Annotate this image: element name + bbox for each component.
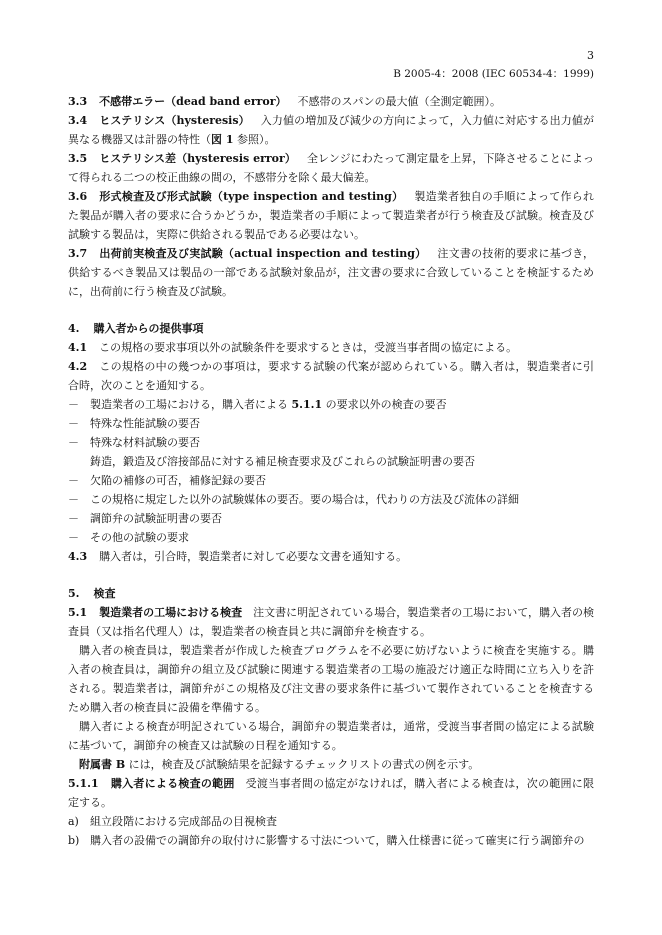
clause-4-3 xyxy=(68,547,594,566)
list-item-b xyxy=(68,831,594,850)
clause-title: 製造業者の工場における検査 xyxy=(99,606,243,619)
dash-marker: － xyxy=(68,417,79,430)
definition-3-4 xyxy=(68,111,594,149)
dash-marker: － xyxy=(68,474,79,487)
clause-title: 購入者による検査の範囲 xyxy=(110,777,235,790)
clause-text: 注文書に明記されている場合，製造業者の工場において，購入者の検査員（又は指名代理人）は，製造業者の検査員と共に調節弁を検査する。 xyxy=(68,606,595,638)
list-item xyxy=(68,414,594,433)
clause-4-1 xyxy=(68,338,594,357)
list-item-text: 鋳造，鍛造及び溶接部品に対する補足検査要求及びこれらの試験証明書の要否 xyxy=(90,455,475,468)
clause-number: 3.3 xyxy=(68,95,88,108)
list-item xyxy=(68,433,594,452)
paragraph: 購入者による検査が明記されている場合，調節弁の製造業者は，通常，受渡当事者間の協定による試験に基づいて，調節弁の検査又は試験の日程を通知する。 xyxy=(68,720,594,752)
dash-marker: － xyxy=(68,512,79,525)
paragraph: 購入者の検査員は，製造業者が作成した検査プログラムを不必要に妨げないように検査を実施する。購入者の検査員は，調節弁の組立及び試験に関連する製造業者の工場の施設だけ適正な時間に立ち入りを許される。製造業者は，調節弁がこの規格及び注文書の要求条件に基づいて製作されていることを検査するため購入者の検査員に設備を準備する。 xyxy=(68,644,594,714)
section-number: 4. xyxy=(68,322,80,335)
term: 形式検査及び形式試験（type inspection and testing） xyxy=(99,190,404,203)
definition-3-6 xyxy=(68,187,594,244)
dash-marker: － xyxy=(68,436,79,449)
dash-marker: － xyxy=(68,531,79,544)
list-item-continuation xyxy=(68,452,594,471)
list-item-text: 購入者の設備での調節弁の取付けに影響する寸法について，購入仕様書に従って確実に行う調節弁の xyxy=(90,834,585,847)
definition-text: 入力値の増加及び減少の方向によって，入力値に対応する出力値が異なる機器又は計器の特性（ xyxy=(68,114,594,146)
list-item-text: 調節弁の試験証明書の要否 xyxy=(90,512,222,525)
dash-marker: － xyxy=(68,493,79,506)
definition-text: 不感帯のスパンの最大値（全測定範囲）。 xyxy=(297,95,502,108)
section-heading-4 xyxy=(68,319,594,338)
clause-number: 3.7 xyxy=(68,247,88,260)
clause-5-1 xyxy=(68,603,594,641)
list-item xyxy=(68,471,594,490)
list-item-text: 特殊な性能試験の要否 xyxy=(90,417,200,430)
definition-text: 全レンジにわたって測定量を上昇，下降させることによって得られる二つの校正曲線の間の，不感帯分を除く最大偏差。 xyxy=(68,152,594,184)
clause-reference: 5.1.1 xyxy=(291,398,323,411)
definition-3-5 xyxy=(68,149,594,187)
clause-text: 購入者は，引合時，製造業者に対して必要な文書を通知する。 xyxy=(99,550,408,563)
clause-number: 4.2 xyxy=(68,360,88,373)
page-number: 3 xyxy=(587,49,594,62)
definition-3-7 xyxy=(68,244,594,301)
section-number: 5. xyxy=(68,587,80,600)
list-item xyxy=(68,395,594,414)
definition-text-after: 参照）。 xyxy=(233,133,276,146)
section-heading-5 xyxy=(68,584,594,603)
list-item-text-after: の要求以外の検査の要否 xyxy=(322,398,447,411)
list-item-text: 欠陥の補修の可否，補修記録の要否 xyxy=(90,474,266,487)
standard-identifier: B 2005-4：2008 (IEC 60534-4：1999) xyxy=(393,68,594,80)
clause-number: 4.3 xyxy=(68,550,88,563)
clause-number: 4.1 xyxy=(68,341,88,354)
term: ヒステリシス（hysteresis） xyxy=(99,114,250,127)
list-item xyxy=(68,509,594,528)
clause-number: 3.6 xyxy=(68,190,88,203)
list-item-text: 製造業者の工場における，購入者による xyxy=(90,398,292,411)
clause-text: この規格の要求事項以外の試験条件を要求するときは，受渡当事者間の協定による。 xyxy=(99,341,518,354)
page-header xyxy=(68,47,594,83)
section-title: 検査 xyxy=(93,587,116,600)
list-label: a) xyxy=(68,815,79,828)
term: 不感帯エラー（dead band error） xyxy=(99,95,287,108)
figure-reference: 図 1 xyxy=(211,133,234,146)
list-item-text: 組立段階における完成部品の目視検査 xyxy=(90,815,277,828)
clause-number: 3.5 xyxy=(68,152,88,165)
list-item-a xyxy=(68,812,594,831)
dash-marker: － xyxy=(68,398,79,411)
definition-text: 注文書の技術的要求に基づき，供給するべき製品又は製品の一部である試験対象品が，注文書の要求に合致していることを検証するために，出荷前に行う検査及び試験。 xyxy=(68,247,595,298)
list-item xyxy=(68,490,594,509)
list-item-text: 特殊な材料試験の要否 xyxy=(90,436,200,449)
clause-number: 5.1.1 xyxy=(68,777,99,790)
term: ヒステリシス差（hysteresis error） xyxy=(99,152,296,165)
annex-note xyxy=(68,755,594,774)
annex-note-text: には，検査及び試験結果を記録するチェックリストの書式の例を示す。 xyxy=(125,758,480,771)
term: 出荷前実検査及び実試験（actual inspection and testing） xyxy=(99,247,427,260)
document-body xyxy=(68,92,594,850)
list-item xyxy=(68,528,594,547)
clause-5-1-1 xyxy=(68,774,594,812)
list-label: b) xyxy=(68,834,80,847)
list-item-text: その他の試験の要求 xyxy=(90,531,189,544)
clause-text: この規格の中の幾つかの事項は，要求する試験の代案が認められている。購入者は，製造業者に引合時，次のことを通知する。 xyxy=(68,360,594,392)
section-title: 購入者からの提供事項 xyxy=(93,322,204,335)
clause-number: 5.1 xyxy=(68,606,88,619)
annex-reference: 附属書 B xyxy=(79,758,126,771)
definition-3-3 xyxy=(68,92,594,111)
clause-text: 受渡当事者間の協定がなければ，購入者による検査は，次の範囲に限定する。 xyxy=(68,777,595,809)
list-item-text: この規格に規定した以外の試験媒体の要否。要の場合は，代わりの方法及び流体の詳細 xyxy=(90,493,519,506)
definition-text: 製造業者独自の手順によって作られた製品が購入者の要求に合うかどうか，製造業者の手順によって製造業者が行う検査及び試験。検査及び試験する製品は，実際に供給される製品である必要はない。 xyxy=(68,190,595,241)
clause-number: 3.4 xyxy=(68,114,88,127)
clause-4-2 xyxy=(68,357,594,395)
